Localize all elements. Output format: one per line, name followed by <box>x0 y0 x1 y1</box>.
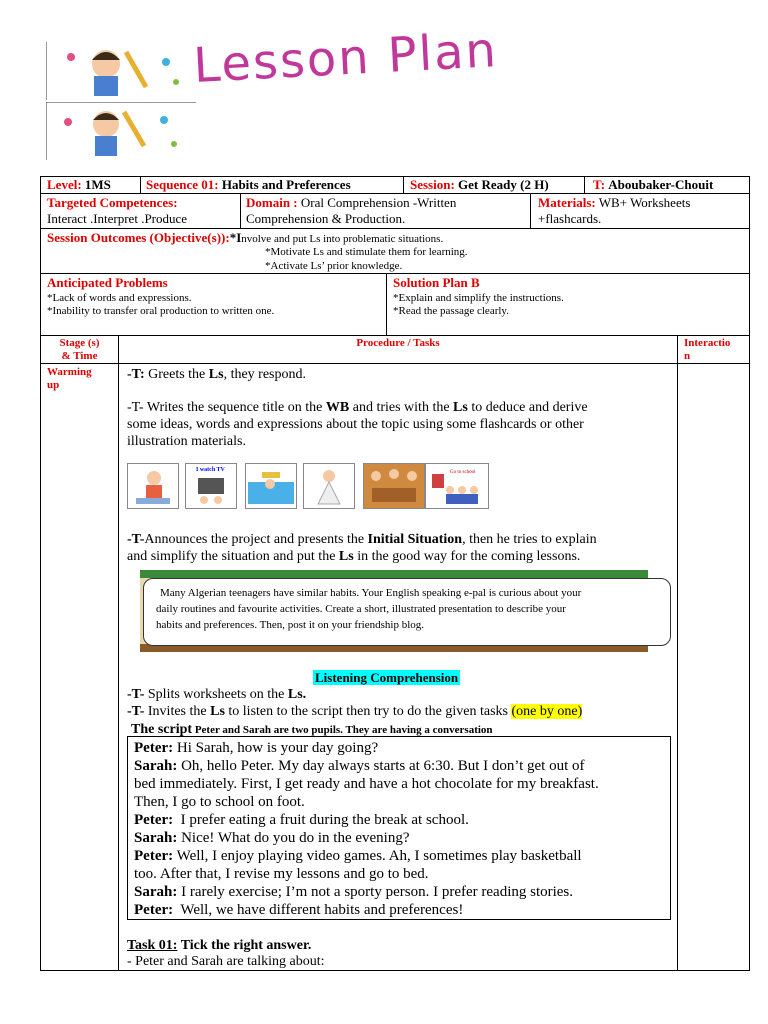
domain-cell: Domain : Oral Comprehension -Written Comprehension & Production. <box>240 193 531 229</box>
sequence-title-line-3: illustration materials. <box>127 434 246 449</box>
listening-line-1: -T- Splits worksheets on the Ls. <box>127 687 307 702</box>
script-line <box>134 901 599 919</box>
script-text: Oh, hello Peter. My day always starts at 6:30. But I don’t get out of <box>177 758 585 774</box>
script-text: Nice! What do you do in the evening? <box>177 830 410 846</box>
script-line <box>134 793 599 811</box>
situation-box: Many Algerian teenagers have similar habits. Your English speaking e-pal is curious about your daily routines and favourite activities. Create a short, illustrated presentation to describe your habits and preferences. Then, post it on your friendship blog. <box>143 578 671 646</box>
script-line <box>134 847 599 865</box>
flashcard-swimming <box>245 463 297 509</box>
script-line <box>134 865 599 883</box>
interaction-column <box>677 363 750 971</box>
script-line <box>134 811 599 829</box>
script-text: I prefer eating a fruit during the break at school. <box>173 812 469 828</box>
script-line <box>134 757 599 775</box>
script-text: I rarely exercise; I’m not a sporty person. I prefer reading stories. <box>177 884 574 900</box>
script-speaker: Sarah: <box>134 758 178 774</box>
page-title: Lesson Plan <box>192 22 500 95</box>
script-text: Well, we have different habits and preferences! <box>173 902 464 918</box>
procedure-header: Procedure / Tasks <box>118 335 678 364</box>
script-text: bed immediately. First, I get ready and have a hot chocolate for my breakfast. <box>134 776 599 792</box>
flashcard-watch-tv: I watch TV <box>185 463 237 509</box>
interaction-header: Interactio n <box>677 335 750 364</box>
script-text: Well, I enjoy playing video games. Ah, I sometimes play basketball <box>173 848 582 864</box>
header-logo-bottom <box>46 102 196 160</box>
initial-situation-line-1: -T-Announces the project and presents the Initial Situation, then he tries to explain <box>127 532 597 547</box>
task-title: Task 01: Tick the right answer. <box>127 938 312 953</box>
competences-cell: Targeted Competences: Interact .Interpret .Produce <box>40 193 241 229</box>
script-box <box>127 736 671 920</box>
outcomes-cell: Session Outcomes (Objective(s)):*Involve and put Ls into problematic situations. *Motivate Ls and stimulate them for learning. *Activate Ls’ prior knowledge. <box>40 228 750 274</box>
script-speaker: Peter: <box>134 848 174 864</box>
script-speaker: Peter: <box>134 740 174 756</box>
flashcard-go-to-school: Go to school <box>425 463 489 509</box>
stage-header: Stage (s) & Time <box>40 335 119 364</box>
plan-b-cell: Solution Plan B *Explain and simplify the instructions. *Read the passage clearly. <box>386 273 750 336</box>
script-text: Then, I go to school on foot. <box>134 794 305 810</box>
materials-cell: Materials: WB+ Worksheets +flashcards. <box>530 193 750 229</box>
script-text: Hi Sarah, how is your day going? <box>173 740 379 756</box>
script-line <box>134 829 599 847</box>
script-line <box>134 775 599 793</box>
greet-line: -T: Greets the Ls, they respond. <box>127 367 307 382</box>
task-line-1: - Peter and Sarah are talking about: <box>127 954 325 969</box>
sequence-title-line-1: -T- Writes the sequence title on the WB and tries with the Ls to deduce and derive <box>127 400 588 415</box>
problems-cell: Anticipated Problems *Lack of words and expressions. *Inability to transfer oral production to written one. <box>40 273 387 336</box>
header-logo-top <box>46 42 196 100</box>
listening-line-2: -T- Invites the Ls to listen to the script then try to do the given tasks (one by one) <box>127 704 583 719</box>
initial-situation-line-2: and simplify the situation and put the Ls in the good way for the coming lessons. <box>127 549 581 564</box>
script-speaker: Peter: <box>134 902 174 918</box>
listening-title: Listening Comprehension <box>315 670 459 685</box>
stage-column: Warming up <box>40 363 119 971</box>
flashcard-family-games <box>363 463 425 509</box>
script-speaker: Sarah: <box>134 884 178 900</box>
session-cell: Session: Get Ready (2 H) <box>403 176 585 194</box>
teacher-cell: T: Aboubaker-Chouit <box>584 176 750 194</box>
flashcard-praying <box>303 463 355 509</box>
script-label: The script Peter and Sarah are two pupils. They are having a conversation <box>131 722 493 737</box>
script-speaker: Sarah: <box>134 830 178 846</box>
sequence-title-line-2: some ideas, words and expressions about the topic using some flashcards or other <box>127 417 584 432</box>
script-text: too. After that, I revise my lessons and go to bed. <box>134 866 429 882</box>
flashcard-wake-up <box>127 463 179 509</box>
script-line <box>134 739 599 757</box>
script-line <box>134 883 599 901</box>
sequence-cell: Sequence 01: Habits and Preferences <box>140 176 404 194</box>
script-speaker: Peter: <box>134 812 174 828</box>
level-cell: Level: 1MS <box>40 176 141 194</box>
